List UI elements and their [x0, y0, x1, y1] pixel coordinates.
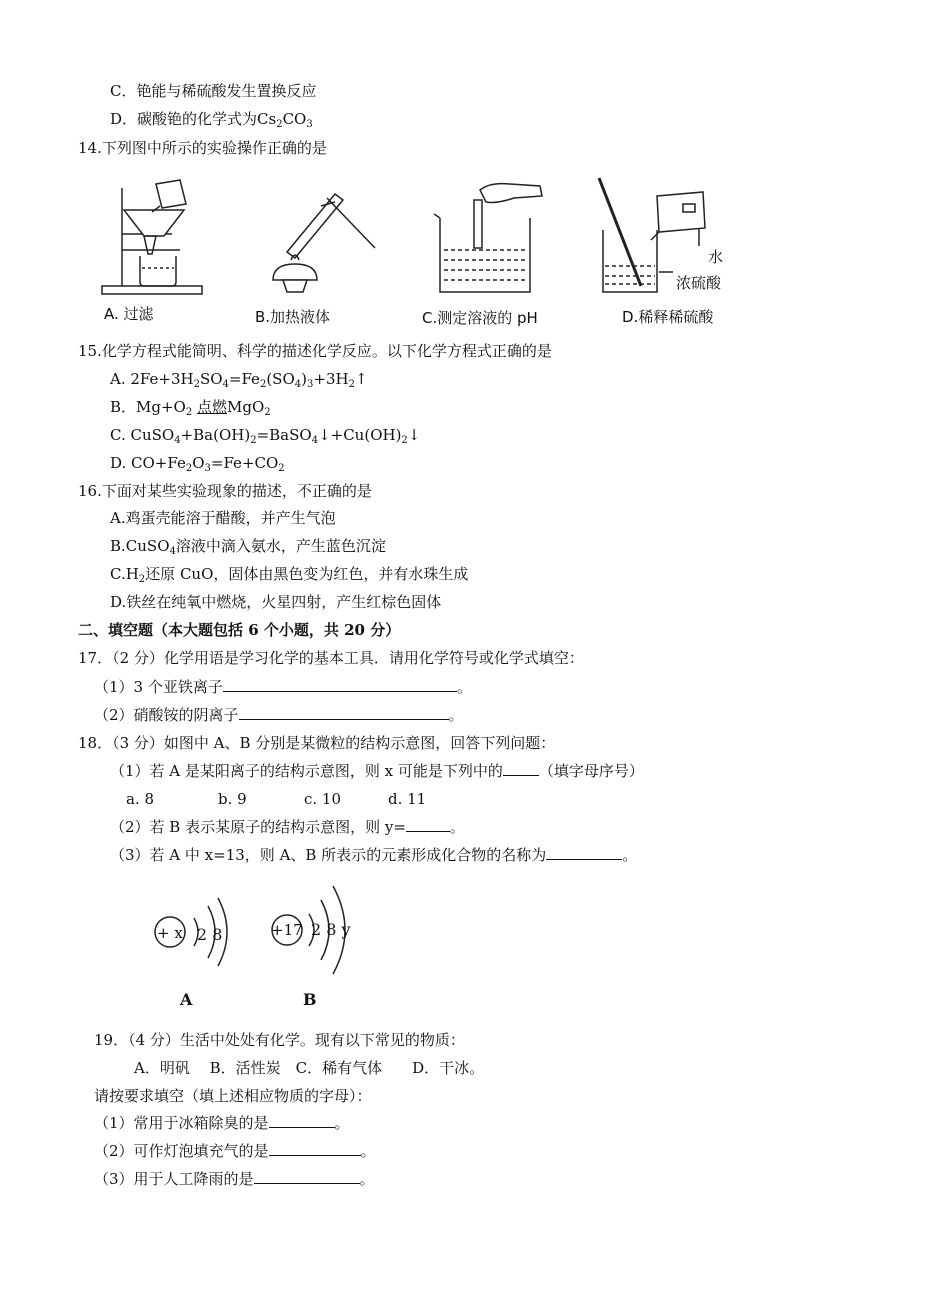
- section-heading: 二、填空题（本大题包括 6 个小题，共 20 分）: [78, 621, 401, 639]
- q14-caption-a: A. 过滤: [104, 305, 154, 323]
- answer-blank[interactable]: [503, 761, 539, 776]
- q19-part-3: （3）用于人工降雨的是 。: [94, 1170, 375, 1188]
- q14-figure-b: [265, 180, 385, 298]
- q18-choice-d: d. 11: [388, 790, 427, 808]
- reaction-condition: 点燃: [197, 398, 228, 416]
- q14-label-water: 水: [708, 248, 724, 266]
- q18-choice-a: a. 8: [126, 790, 155, 808]
- q19-instruction: 请按要求填空（填上述相应物质的字母）：: [94, 1087, 372, 1105]
- atom-a-nucleus: + x: [157, 924, 183, 942]
- q13-option-c: C．铯能与稀硫酸发生置换反应: [110, 82, 317, 100]
- q18-part-2: （2）若 B 表示某原子的结构示意图，则 y= 。: [110, 818, 465, 836]
- atom-b-label: B: [303, 990, 317, 1009]
- q18-stem: 18．（3 分）如图中 A、B 分别是某微粒的结构示意图，回答下列问题：: [78, 734, 556, 752]
- q17-part-2: （2）硝酸铵的阴离子 。: [94, 706, 464, 724]
- q18-choice-c: c. 10: [304, 790, 342, 808]
- answer-blank[interactable]: [269, 1113, 335, 1128]
- q16-option-c: $C.H_2$还原 CuO，固体由黑色变为红色，并有水珠生成: [110, 565, 469, 585]
- q19-part-2: （2）可作灯泡填充气的是 。: [94, 1142, 376, 1160]
- answer-blank[interactable]: [254, 1169, 360, 1184]
- q19-options: A．明矾 B．活性炭 C．稀有气体 D．干冰。: [134, 1059, 485, 1077]
- q17-stem: 17．（2 分）化学用语是学习化学的基本工具．请用化学符号或化学式填空：: [78, 649, 584, 667]
- q19-part-1: （1）常用于冰箱除臭的是 。: [94, 1114, 350, 1132]
- q14-figure-d: [595, 176, 745, 300]
- answer-blank[interactable]: [269, 1141, 361, 1156]
- q15-option-c: C. $CuSO_4+Ba(OH)_2=BaSO_4↓+Cu(OH)_2↓$: [110, 426, 421, 446]
- q15-stem: 15.化学方程式能简明、科学的描述化学反应。以下化学方程式正确的是: [78, 342, 552, 360]
- q14-caption-c: C.测定溶液的 pH: [422, 309, 538, 327]
- q14-caption-d: D.稀释稀硫酸: [622, 308, 714, 326]
- q16-option-b: B.CuSO$_4$溶液中滴入氨水，产生蓝色沉淀: [110, 537, 386, 557]
- atom-b-nucleus: +17: [271, 921, 303, 939]
- q15-option-d: D. $CO+Fe_2O_3=Fe+CO_2$: [110, 454, 285, 474]
- answer-blank[interactable]: [223, 677, 457, 692]
- atom-b-shells: 2 8 y: [311, 920, 351, 939]
- q18-part-3: （3）若 A 中 x=13，则 A、B 所表示的元素形成化合物的名称为 。: [110, 846, 638, 864]
- q19-stem: 19．（4 分）生活中处处有化学。现有以下常见的物质：: [94, 1031, 465, 1049]
- q14-label-conc-acid: 浓硫酸: [676, 274, 722, 292]
- q15-option-a: A. $2Fe+3H_2SO_4=Fe_2(SO_4)_3+3H_2↑$: [110, 370, 368, 390]
- q16-option-a: A.鸡蛋壳能溶于醋酸，并产生气泡: [110, 509, 336, 527]
- answer-blank[interactable]: [546, 845, 622, 860]
- q17-part-1: （1）3 个亚铁离子 。: [94, 678, 472, 696]
- q18-choice-b: b. 9: [218, 790, 247, 808]
- atom-a-label: A: [180, 990, 193, 1009]
- answer-blank[interactable]: [239, 705, 449, 720]
- q15-option-b: B．$Mg+O_2$ 点燃MgO$_2$: [110, 398, 271, 418]
- q13-option-d: D．碳酸铯的化学式为$Cs_2CO_3$: [110, 110, 313, 130]
- q16-option-d: D.铁丝在纯氧中燃烧，火星四射，产生红棕色固体: [110, 593, 442, 611]
- q14-figure-c: [430, 180, 560, 298]
- q18-part-1: （1）若 A 是某阳离子的结构示意图，则 x 可能是下列中的 （填字母序号）: [110, 762, 644, 780]
- answer-blank[interactable]: [406, 817, 450, 832]
- atom-a-shells: 2 8: [197, 925, 223, 944]
- q16-stem: 16.下面对某些实验现象的描述，不正确的是: [78, 482, 372, 500]
- q14-stem: 14.下列图中所示的实验操作正确的是: [78, 139, 327, 157]
- q14-caption-b: B.加热液体: [255, 308, 331, 326]
- q14-figure-a: [100, 178, 220, 298]
